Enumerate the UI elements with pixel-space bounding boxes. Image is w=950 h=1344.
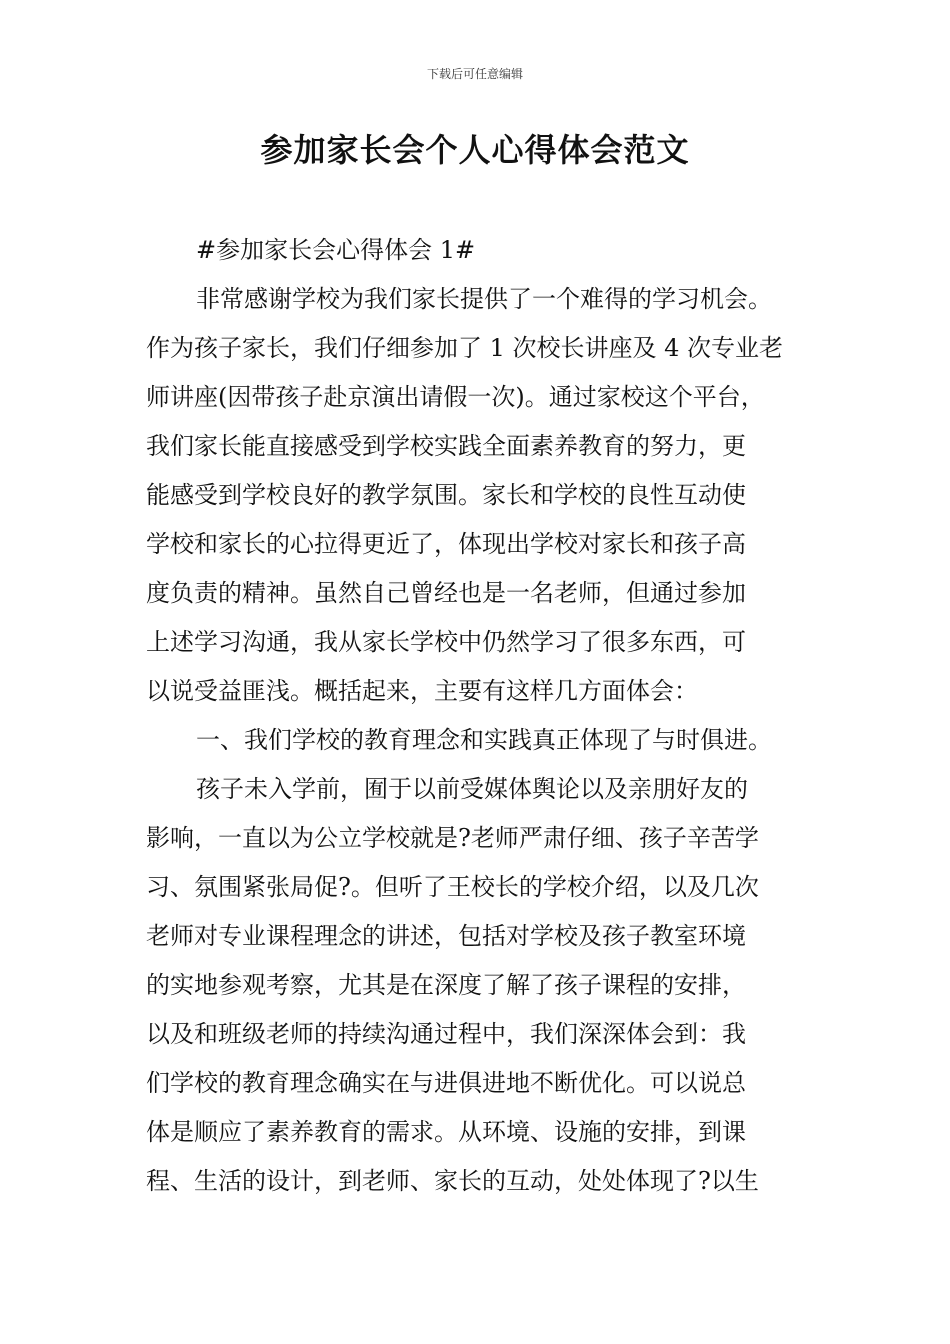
paragraph-line: 学校和家长的心拉得更近了，体现出学校对家长和孩子高 [146,530,746,558]
paragraph-line: 能感受到学校良好的教学氛围。家长和学校的良性互动使 [146,481,746,509]
section-heading: #参加家长会心得体会 1# [196,236,476,264]
document-body [146,230,826,1210]
paragraph-line: 体是顺应了素养教育的需求。从环境、设施的安排，到课 [146,1118,746,1146]
paragraph-line: 以及和班级老师的持续沟通过程中，我们深深体会到：我 [146,1020,746,1048]
paragraph-line: 的实地参观考察，尤其是在深度了解了孩子课程的安排， [146,971,746,999]
document-title: 参加家长会个人心得体会范文 [260,131,690,169]
download-note: 下载后可任意编辑 [426,67,523,81]
paragraph-line: 们学校的教育理念确实在与进俱进地不断优化。可以说总 [146,1069,746,1097]
paragraph-line: 作为孩子家长，我们仔细参加了 1 次校长讲座及 4 次专业老 [146,334,784,362]
paragraph-line: 师讲座(因带孩子赴京演出请假一次)。通过家校这个平台， [146,383,765,411]
paragraph-line: 老师对专业课程理念的讲述，包括对学校及孩子教室环境 [146,922,746,950]
paragraph-line: 程、生活的设计，到老师、家长的互动，处处体现了?以生 [146,1167,759,1195]
paragraph-line: 我们家长能直接感受到学校实践全面素养教育的努力，更 [146,432,746,460]
paragraph-line: 孩子未入学前，囿于以前受媒体舆论以及亲朋好友的 [196,775,748,803]
paragraph-line: 上述学习沟通，我从家长学校中仍然学习了很多东西，可 [146,628,746,656]
paragraph-line: 影响，一直以为公立学校就是?老师严肃仔细、孩子辛苦学 [146,824,759,852]
paragraph-line: 以说受益匪浅。概括起来，主要有这样几方面体会： [146,677,698,705]
paragraph-line: 度负责的精神。虽然自己曾经也是一名老师，但通过参加 [146,579,746,607]
paragraph-line: 非常感谢学校为我们家长提供了一个难得的学习机会。 [196,285,772,313]
point-heading: 一、我们学校的教育理念和实践真正体现了与时俱进。 [196,726,772,754]
paragraph-line: 习、氛围紧张局促?。但听了王校长的学校介绍，以及几次 [146,873,759,901]
